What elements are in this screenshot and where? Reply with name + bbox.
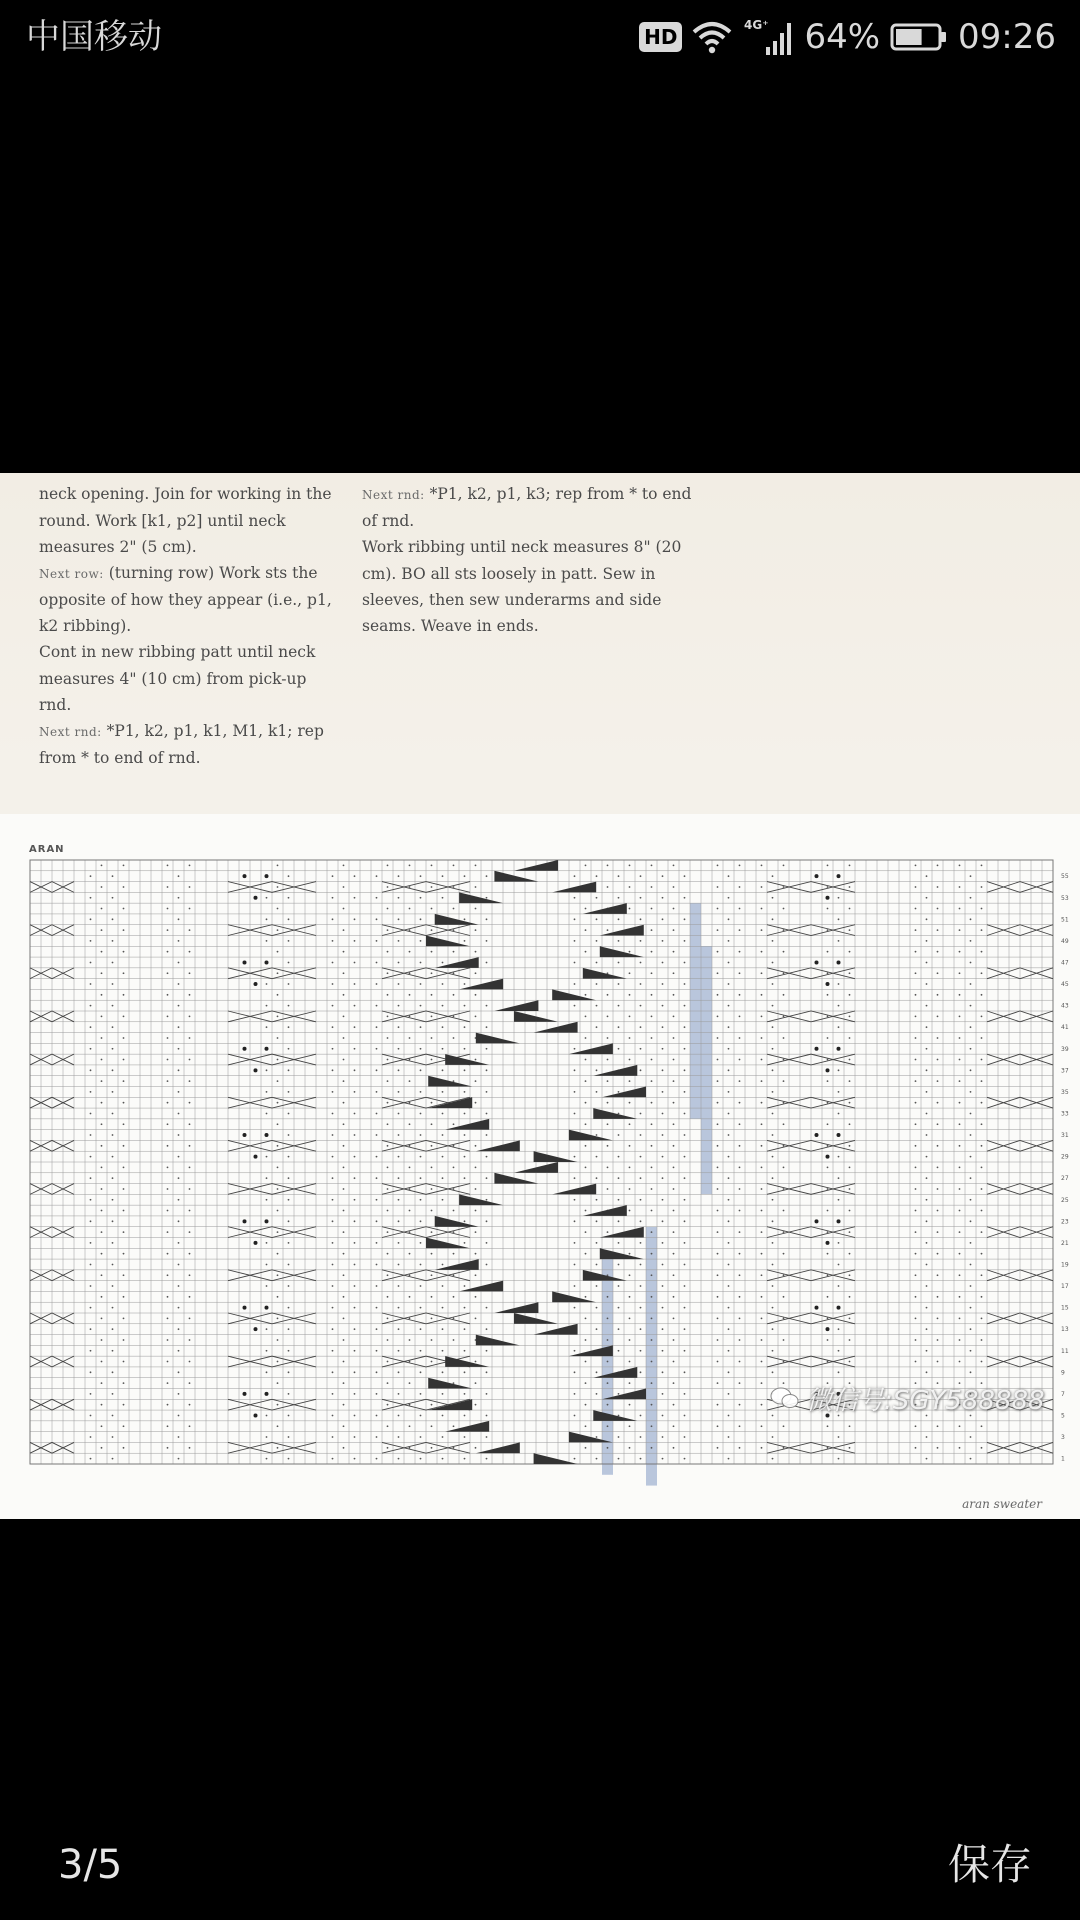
instruction-paragraph: neck opening. Join for working in the round. Work [k1, p2] until neck measures 2" (5 cm). — [39, 485, 332, 556]
watermark: 微信号:SGY588888 — [770, 1380, 1045, 1417]
instruction-paragraph: Work ribbing until neck measures 8" (20 cm). BO all sts loosely in patt. Sew in sleeves, then sew underarms and side seams. Weave in ends. — [362, 538, 682, 635]
instruction-paragraph: Next row: (turning row) Work sts the opposite of how they appear (i.e., p1, k2 ribbing). — [39, 564, 332, 635]
row-number: 21 — [1061, 1239, 1069, 1247]
row-number: 13 — [1061, 1326, 1069, 1334]
viewer-image[interactable] — [0, 473, 1080, 1519]
save-button[interactable]: 保存 — [947, 1840, 1032, 1889]
row-number: 7 — [1061, 1390, 1065, 1398]
page-counter: 3/5 — [58, 1842, 123, 1888]
row-number: 17 — [1061, 1283, 1069, 1291]
status-icons — [639, 14, 1056, 60]
row-number: 47 — [1061, 959, 1069, 967]
battery-percent: 64% — [804, 17, 881, 57]
row-number: 37 — [1061, 1067, 1069, 1075]
row-number: 49 — [1061, 937, 1069, 945]
carrier-name: 中国移动 — [26, 17, 162, 57]
pattern-text — [0, 473, 1080, 813]
battery-icon — [890, 22, 948, 52]
status-bar — [0, 0, 1080, 76]
row-number: 51 — [1061, 916, 1069, 924]
row-number: 9 — [1061, 1369, 1065, 1377]
row-number: 27 — [1061, 1175, 1069, 1183]
row-number: 39 — [1061, 1045, 1069, 1053]
text-column-right — [362, 481, 702, 639]
network-type: 4G⁺ — [744, 18, 769, 32]
row-number: 33 — [1061, 1110, 1069, 1118]
row-number: 53 — [1061, 894, 1069, 902]
instruction-paragraph: Next rnd: *P1, k2, p1, k1, M1, k1; rep from * to end of rnd. — [39, 722, 324, 767]
row-number: 45 — [1061, 981, 1069, 989]
figure-caption: aran sweater — [962, 1497, 1042, 1511]
row-number: 25 — [1061, 1196, 1069, 1204]
row-number: 23 — [1061, 1218, 1069, 1226]
instruction-paragraph: Next rnd: *P1, k2, p1, k3; rep from * to end of rnd. — [362, 485, 692, 530]
row-number: 43 — [1061, 1002, 1069, 1010]
chart-highlight-column — [701, 946, 712, 1194]
row-number: 29 — [1061, 1153, 1069, 1161]
hd-badge: HD — [639, 22, 682, 52]
row-number: 11 — [1061, 1347, 1069, 1355]
row-number: 15 — [1061, 1304, 1069, 1312]
bobble-clusters — [243, 874, 841, 1417]
wechat-icon — [770, 1386, 800, 1417]
row-number: 31 — [1061, 1132, 1069, 1140]
row-number: 5 — [1061, 1412, 1065, 1420]
row-numbers — [1061, 873, 1069, 1462]
knitting-chart-panel — [0, 814, 1080, 1519]
signal-icon — [742, 17, 794, 57]
row-number: 55 — [1061, 873, 1069, 881]
wifi-icon — [692, 20, 732, 54]
row-number: 19 — [1061, 1261, 1069, 1269]
row-number: 35 — [1061, 1088, 1069, 1096]
instruction-paragraph: Cont in new ribbing patt until neck measures 4" (10 cm) from pick-up rnd. — [39, 643, 316, 714]
text-column-left — [39, 481, 339, 771]
row-number: 3 — [1061, 1434, 1065, 1442]
clock: 09:26 — [958, 17, 1056, 57]
chart-label: ARAN — [29, 844, 65, 855]
row-number: 1 — [1061, 1455, 1065, 1463]
row-number: 41 — [1061, 1024, 1069, 1032]
